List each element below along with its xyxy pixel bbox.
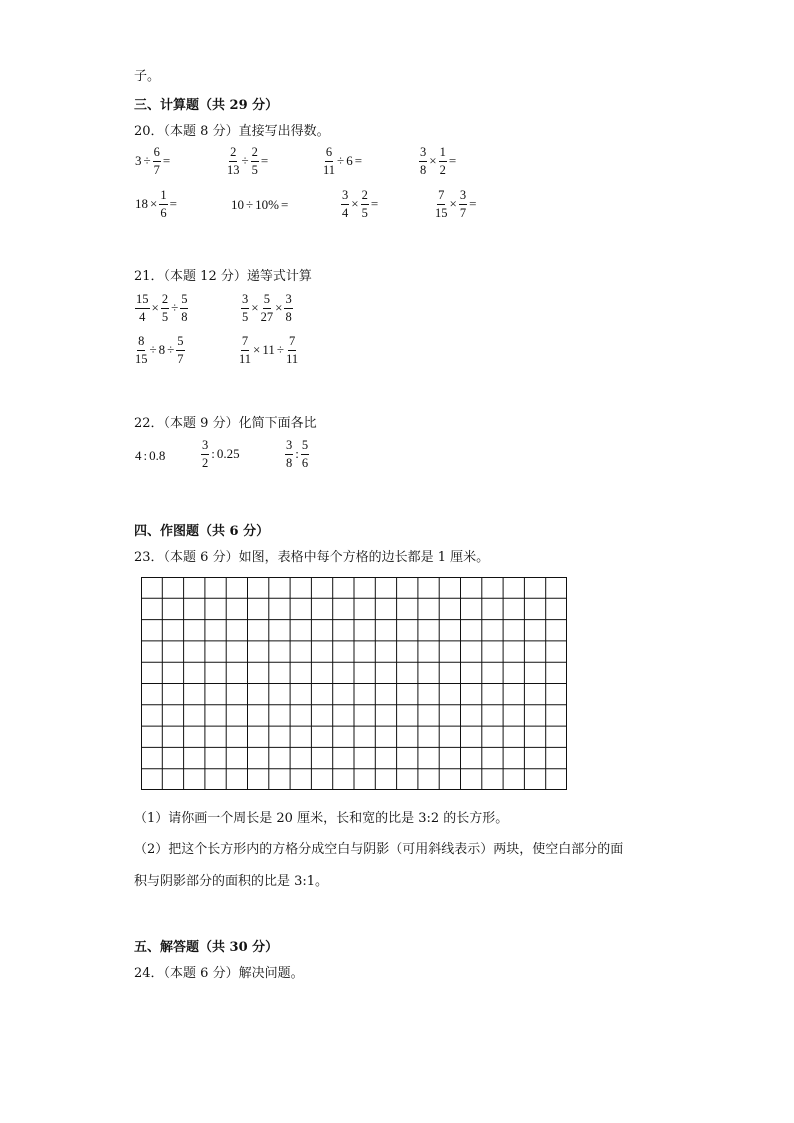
- operator: =: [162, 153, 171, 168]
- fraction: $\frac{5}{6}$: [301, 438, 309, 470]
- q23-part-2-line-1: （2）把这个长方形内的方格分成空白与阴影（可用斜线表示）两块，使空白部分的面: [134, 842, 624, 857]
- q20-item-6: [230, 197, 289, 213]
- operator: ÷: [171, 300, 179, 315]
- fraction: $\frac{2}{5}$: [161, 292, 169, 324]
- q23-part-1: （1）请你画一个周长是 20 厘米，长和宽的比是 3:2 的长方形。: [134, 811, 509, 826]
- fraction: $\frac{5}{8}$: [181, 292, 188, 324]
- fraction: $\frac{7}{11}$: [286, 334, 299, 366]
- operator: ÷: [143, 153, 151, 168]
- q21-item-3: [134, 335, 186, 365]
- operator: =: [169, 196, 177, 211]
- q22-title: 22．（本题 9 分）化简下面各比: [134, 416, 317, 431]
- q22-item-1: [134, 448, 166, 464]
- fraction: $\frac{6}{7}$: [153, 145, 160, 177]
- fraction: $\frac{2}{13}$: [227, 145, 240, 177]
- fraction: $\frac{1}{2}$: [439, 145, 446, 177]
- q22-item-3: [284, 439, 310, 469]
- operator: =: [260, 153, 269, 168]
- fraction: $\frac{2}{5}$: [251, 145, 258, 177]
- fraction: $\frac{3}{4}$: [342, 188, 349, 220]
- fraction: $\frac{1}{6}$: [160, 188, 167, 220]
- number: 6: [346, 153, 353, 168]
- operator: :: [143, 448, 148, 463]
- operator: ×: [351, 196, 359, 211]
- q20-item-7: [340, 189, 379, 219]
- section-5-title: 五、解答题（共 30 分）: [134, 940, 279, 955]
- operator: ×: [253, 342, 261, 357]
- number: 10: [231, 197, 244, 212]
- square-grid: [141, 577, 567, 790]
- q24-title: 24．（本题 6 分）解决问题。: [134, 966, 304, 981]
- q21-item-1: [134, 293, 189, 323]
- fraction: $\frac{15}{4}$: [136, 292, 149, 324]
- fraction: $\frac{3}{2}$: [202, 438, 209, 470]
- operator: =: [354, 153, 363, 168]
- operator: :: [295, 446, 299, 461]
- operator: ÷: [149, 342, 157, 357]
- number: 8: [158, 342, 166, 357]
- q20-item-8: [434, 189, 477, 219]
- q20-item-3: [322, 146, 363, 176]
- q23-part-2-line-2: 积与阴影部分的面积的比是 3:1。: [134, 874, 329, 889]
- q21-item-4: [238, 335, 299, 365]
- q20-item-1: [134, 146, 171, 176]
- operator: ÷: [241, 153, 249, 168]
- operator: =: [448, 153, 457, 168]
- carryover-text: 子。: [134, 69, 161, 84]
- operator: ×: [429, 153, 437, 168]
- operator: ÷: [337, 153, 345, 168]
- fraction: $\frac{5}{7}$: [177, 334, 184, 366]
- q23-title: 23．（本题 6 分）如图，表格中每个方格的边长都是 1 厘米。: [134, 550, 490, 565]
- q21-title: 21．（本题 12 分）递等式计算: [134, 269, 312, 284]
- operator: ×: [275, 300, 283, 315]
- q20-title: 20．（本题 8 分）直接写出得数。: [134, 124, 330, 139]
- fraction: $\frac{8}{15}$: [135, 334, 148, 366]
- number: 0.25: [216, 446, 240, 461]
- operator: ÷: [276, 342, 285, 357]
- fraction: $\frac{3}{5}$: [242, 292, 249, 324]
- operator: ×: [150, 196, 158, 211]
- number: 4: [135, 448, 142, 463]
- operator: :: [211, 446, 215, 461]
- number: 10%: [255, 197, 279, 212]
- q21-item-2: [240, 293, 294, 323]
- operator: =: [280, 197, 289, 212]
- operator: ×: [251, 300, 259, 315]
- operator: =: [469, 196, 477, 211]
- operator: ÷: [167, 342, 175, 357]
- section-3-title: 三、计算题（共 29 分）: [134, 98, 279, 113]
- number: 0.8: [149, 448, 166, 463]
- fraction: $\frac{3}{8}$: [420, 145, 427, 177]
- q20-item-5: [134, 189, 178, 219]
- fraction: $\frac{3}{8}$: [286, 438, 293, 470]
- operator: ×: [151, 300, 159, 315]
- q20-item-2: [226, 146, 269, 176]
- fraction: $\frac{3}{8}$: [285, 292, 292, 324]
- fraction: $\frac{7}{11}$: [239, 334, 252, 366]
- section-4-title: 四、作图题（共 6 分）: [134, 524, 270, 539]
- q20-item-4: [418, 146, 457, 176]
- operator: =: [370, 196, 379, 211]
- number: 11: [262, 342, 275, 357]
- fraction: $\frac{6}{11}$: [323, 145, 336, 177]
- operator: ×: [449, 196, 457, 211]
- fraction: $\frac{2}{5}$: [361, 188, 368, 220]
- q22-item-2: [200, 439, 241, 469]
- operator: ÷: [246, 197, 254, 212]
- number: 18: [135, 196, 148, 211]
- fraction: $\frac{3}{7}$: [459, 188, 467, 220]
- number: 3: [135, 153, 142, 168]
- fraction: $\frac{5}{27}$: [260, 292, 274, 324]
- fraction: $\frac{7}{15}$: [435, 188, 448, 220]
